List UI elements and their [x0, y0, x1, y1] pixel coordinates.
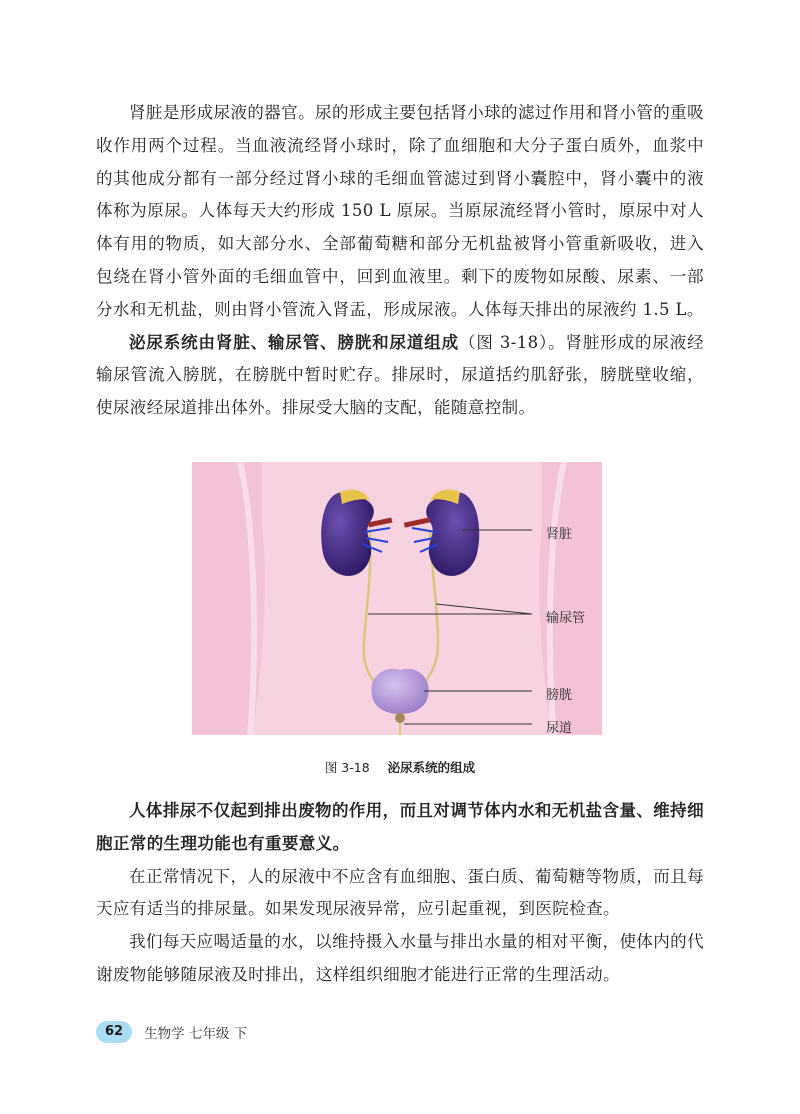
paragraph-normal-urine: 在正常情况下，人的尿液中不应含有血细胞、蛋白质、葡萄糖等物质，而且每天应有适当的排尿量。如果发现尿液异常，应引起重视，到医院检查。: [96, 866, 704, 919]
paragraph-kidney-function: 肾脏是形成尿液的器官。尿的形成主要包括肾小球的滤过作用和肾小管的重吸收作用两个过程。当血液流经肾小球时，除了血细胞和大分子蛋白质外，血浆中的其他成分都有一部分经过肾小球的毛细血管滤过到肾小囊腔中，肾小囊中的液体称为原尿。人体每天大约形成 150 L 原尿。当原尿流经肾小管时，原尿中对人体有用的物质，如大部分水、全部葡萄糖和部分无机盐被肾小管重新吸收，进入包绕在肾小管外面的毛细血管中，回到血液里。剩下的废物如尿酸、尿素、一部分水和无机盐，则由肾小管流入肾盂，形成尿液。人体每天排出的尿液约 1.5 L。: [96, 103, 704, 319]
urinary-system-illustration: [192, 462, 602, 735]
urinary-system-figure: [192, 462, 602, 735]
body-text-bottom: [96, 795, 704, 992]
page-number: 62: [96, 1021, 132, 1043]
figure-number: 图 3-18: [324, 760, 370, 775]
paragraph-drink-water: 我们每天应喝适量的水，以维持摄入水量与排出水量的相对平衡，使体内的代谢废物能够随尿液及时排出，这样组织细胞才能进行正常的生理活动。: [96, 932, 704, 984]
figure-title: 泌尿系统的组成: [387, 760, 476, 775]
label-bladder: 膀胱: [546, 688, 573, 703]
label-ureter: 输尿管: [546, 611, 586, 626]
paragraph-urinary-system: 泌尿系统由肾脏、输尿管、膀胱和尿道组成（图 3-18）。肾脏形成的尿液经输尿管流入膀胱，在膀胱中暂时贮存。排尿时，尿道括约肌舒张，膀胱壁收缩，使尿液经尿道排出体外。排尿受大脑的支配，能随意控制。: [96, 332, 704, 418]
figure-caption: [0, 758, 800, 776]
label-kidney: 肾脏: [546, 527, 573, 542]
body-text-top: [96, 97, 704, 425]
book-title: 生物学 七年级 下: [144, 1026, 248, 1042]
page-footer: [96, 1021, 247, 1043]
paragraph-significance: 人体排尿不仅起到排出废物的作用，而且对调节体内水和无机盐含量、维持细胞正常的生理功能也有重要意义。: [96, 801, 704, 853]
label-urethra: 尿道: [546, 721, 573, 736]
key-point-urinary-system: 泌尿系统由肾脏、输尿管、膀胱和尿道组成: [129, 332, 460, 352]
